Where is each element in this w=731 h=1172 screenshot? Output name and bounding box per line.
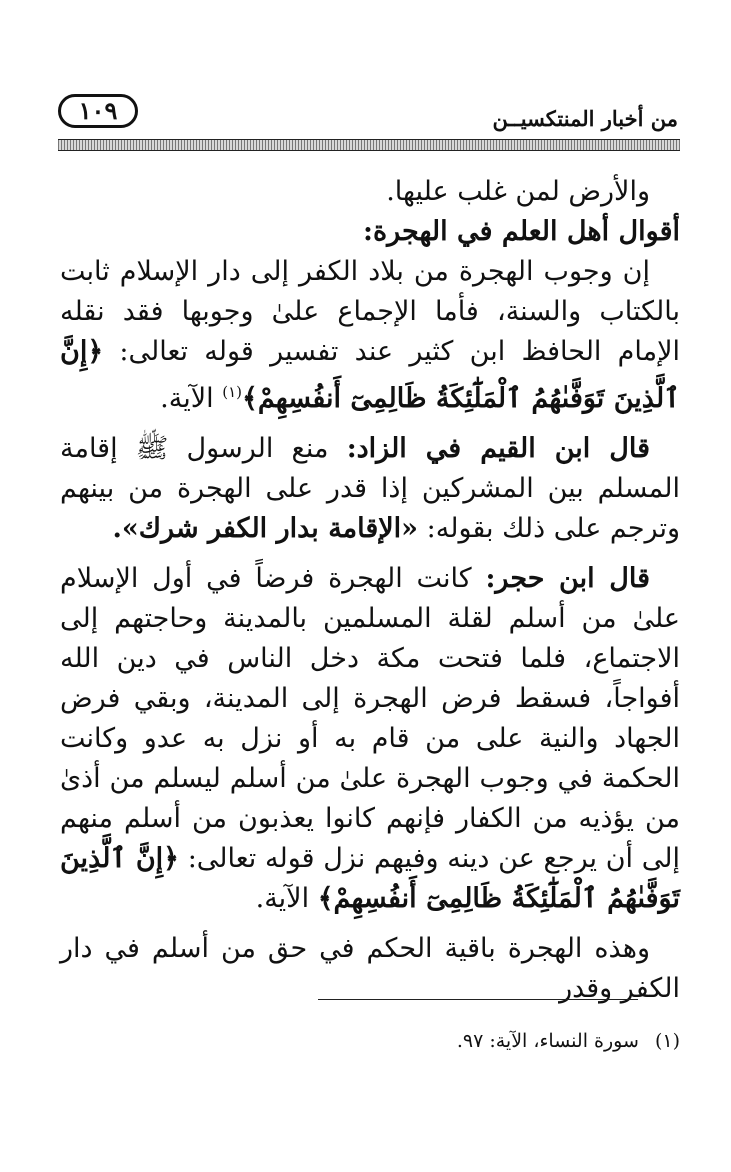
running-title: من أخبار المنتكسيــن	[492, 106, 678, 131]
footnote-rule	[318, 999, 638, 1000]
quran-verse-2: ﴿إِنَّ ٱلَّذِينَ تَوَفَّىٰهُمُ ٱلْمَلَٰٓئِكَةُ ظَالِمِىٓ أَنفُسِهِمْ﴾	[60, 843, 680, 914]
quran-verse-1: ﴿إِنَّ ٱلَّذِينَ تَوَفَّىٰهُمُ ٱلْمَلَٰٓئِكَةُ ظَالِمِىٓ أَنفُسِهِمْ﴾	[60, 336, 680, 414]
paragraph-4-text: كانت الهجرة فرضاً في أول الإسلام علىٰ من أسلم لقلة المسلمين بالمدينة وحاجتهم إلى الاجتماع، فلما فتحت مكة دخل الناس في دين الله أفواجاً، فسقط فرض الهجرة إلى المدينة، وبقي فرض الجهاد والنية على من قام به أو نزل به عدو وكانت الحكمة في وجوب الهجرة علىٰ من أسلم ليسلم من أذىٰ من يؤذيه من الكفار فإنهم كانوا يعذبون من أسلم منهم إلى أن يرجع عن دينه وفيهم نزل قوله تعالى:	[60, 563, 680, 874]
paragraph-3-text: منع الرسول ﷺ إقامة المسلم بين المشركين إذا قدر على الهجرة من بينهم وترجم على ذلك بقوله:	[60, 433, 680, 544]
footnote-text: سورة النساء، الآية: ٩٧.	[456, 1030, 639, 1052]
paragraph-3	[60, 429, 680, 549]
section-heading: أقوال أهل العلم في الهجرة:	[363, 216, 680, 247]
footnote	[60, 1030, 680, 1052]
ibn-hajar-lead: قال ابن حجر:	[485, 563, 650, 594]
paragraph-2-text: إن وجوب الهجرة من بلاد الكفر إلى دار الإسلام ثابت بالكتاب والسنة، فأما الإجماع علىٰ وجوبها فقد نقله الإمام الحافظ ابن كثير عند تفسير قوله تعالى:	[60, 256, 680, 367]
ibn-qayyim-lead: قال ابن القيم في الزاد:	[346, 433, 650, 464]
paragraph-1: والأرض لمن غلب عليها.	[386, 176, 650, 207]
ibn-qayyim-quote: «الإقامة بدار الكفر شرك».	[112, 513, 419, 544]
paragraph-2-end: الآية.	[160, 383, 214, 414]
footnote-number: (١)	[654, 1030, 680, 1052]
paragraph-4	[60, 559, 680, 919]
paragraph-2	[60, 252, 680, 419]
paragraph-4-end: الآية.	[255, 883, 310, 914]
paragraph-5: وهذه الهجرة باقية الحكم في حق من أسلم في دار الكفر وقدر	[60, 933, 680, 1004]
header-rule	[58, 139, 680, 151]
page-number: ١٠٩	[58, 94, 138, 128]
body-text	[60, 172, 680, 1009]
footnote-ref: (١)	[222, 383, 242, 401]
page-header	[58, 92, 678, 132]
